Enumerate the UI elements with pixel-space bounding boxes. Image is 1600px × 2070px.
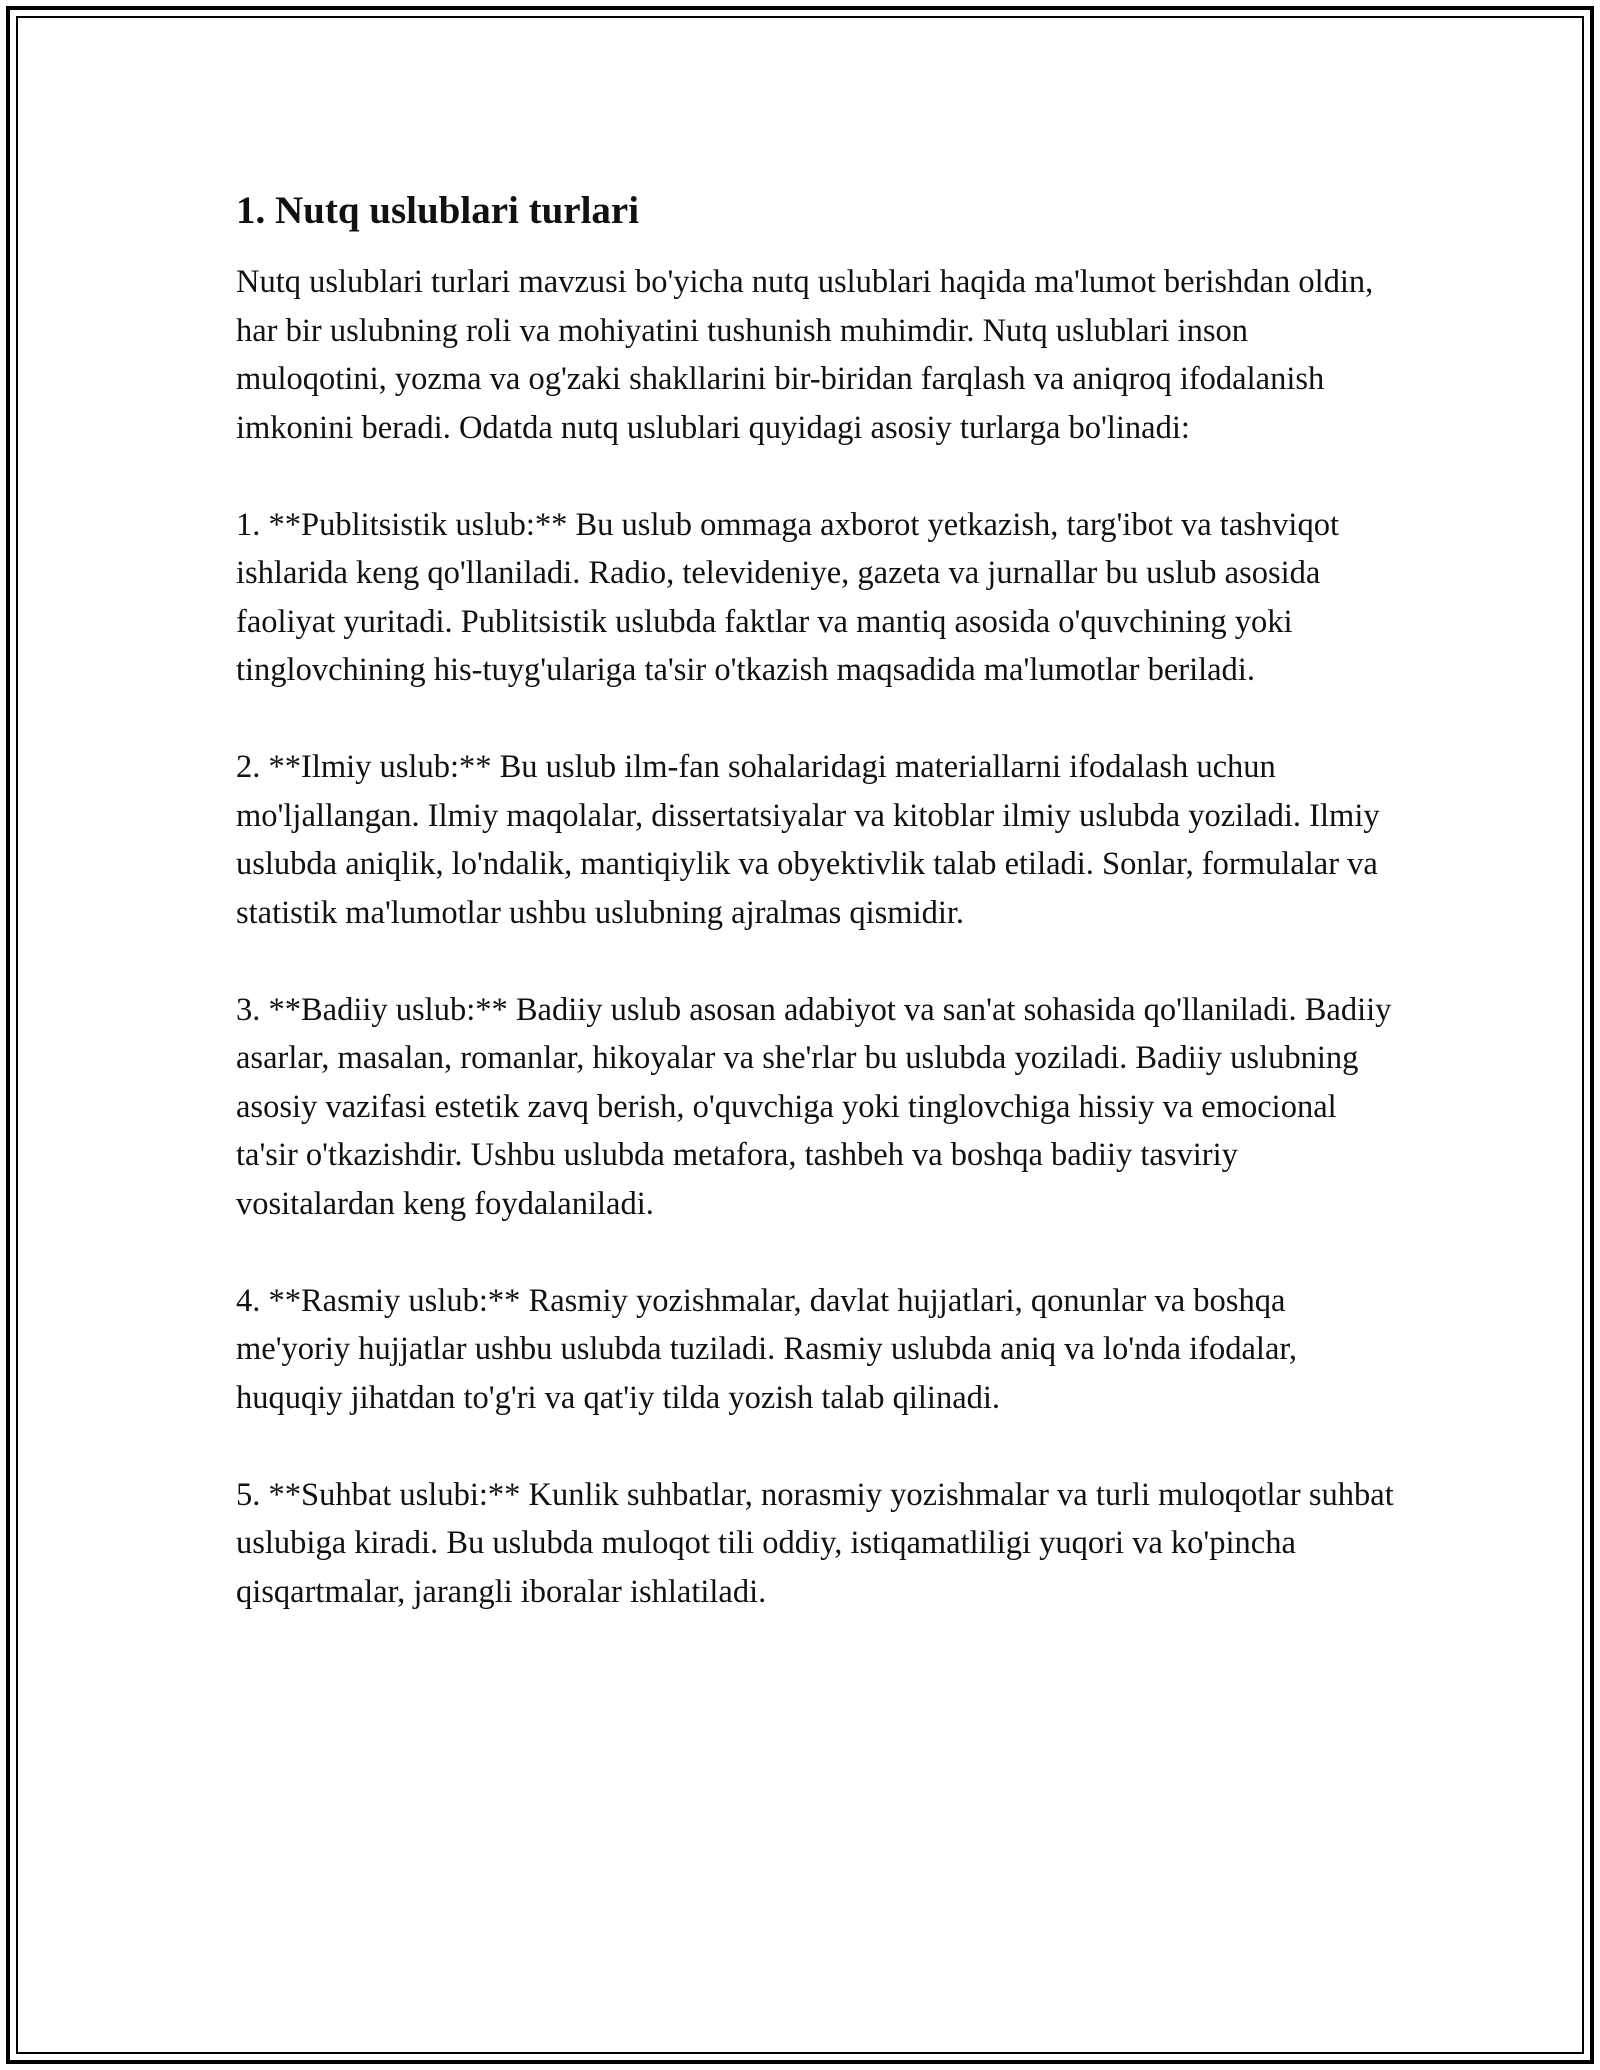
paragraph-rasmiy-uslub: 4. **Rasmiy uslub:** Rasmiy yozishmalar, davlat hujjatlari, qonunlar va boshqa me'yoriy hujjatlar ushbu uslubda tuziladi. Rasmiy uslubda aniq va lo'nda ifodalar, huquqiy jihatdan to'g'ri va qat'iy tilda yozish talab qilinadi. — [236, 1282, 1298, 1416]
paragraph-suhbat-uslubi: 5. **Suhbat uslubi:** Kunlik suhbatlar, norasmiy yozishmalar va turli muloqotlar suhbat uslubiga kiradi. Bu uslubda muloqot tili oddiy, istiqamatliligi yuqori va ko'pincha qisqartmalar, jarangli iboralar ishlatiladi. — [236, 1476, 1394, 1610]
intro-paragraph: Nutq uslublari turlari mavzusi bo'yicha nutq uslublari haqida ma'lumot berishdan oldin, har bir uslubning roli va mohiyatini tushunish muhimdir. Nutq uslublari inson muloqotini, yozma va og'zaki shakllarini bir-biridan farqlash va aniqroq ifodalanish imkonini beradi. Odatda nutq uslublari quyidagi asosiy turlarga bo'linadi: — [236, 264, 1374, 446]
paragraph-ilmiy-uslub: 2. **Ilmiy uslub:** Bu uslub ilm-fan sohalaridagi materiallarni ifodalash uchun mo'ljallangan. Ilmiy maqolalar, dissertatsiyalar va kitoblar ilmiy uslubda yoziladi. Ilmiy uslubda aniqlik, lo'ndalik, mantiqiylik va obyektivlik talab etiladi. Sonlar, formulalar va statistik ma'lumotlar ushbu uslubning ajralmas qismidir. — [236, 749, 1380, 931]
document-body — [236, 186, 1396, 1616]
paragraph-publitsistik-uslub: 1. **Publitsistik uslub:** Bu uslub ommaga axborot yetkazish, targ'ibot va tashviqot ishlarida keng qo'llaniladi. Radio, televideniye, gazeta va jurnallar bu uslub asosida faoliyat yuritadi. Publitsistik uslubda faktlar va mantiq asosida o'quvchining yoki tinglovchining his-tuyg'ulariga ta'sir o'tkazish maqsadida ma'lumotlar beriladi. — [236, 506, 1339, 688]
document-heading: 1. Nutq uslublari turlari — [236, 189, 640, 232]
paragraph-badiiy-uslub: 3. **Badiiy uslub:** Badiiy uslub asosan adabiyot va san'at sohasida qo'llaniladi. Badiiy asarlar, masalan, romanlar, hikoyalar va she'rlar bu uslubda yoziladi. Badiiy uslubning asosiy vazifasi estetik zavq berish, o'quvchiga yoki tinglovchiga hissiy va emocional ta'sir o'tkazishdir. Ushbu uslubda metafora, tashbeh va boshqa badiiy tasviriy vositalardan keng foydalaniladi. — [236, 991, 1392, 1222]
